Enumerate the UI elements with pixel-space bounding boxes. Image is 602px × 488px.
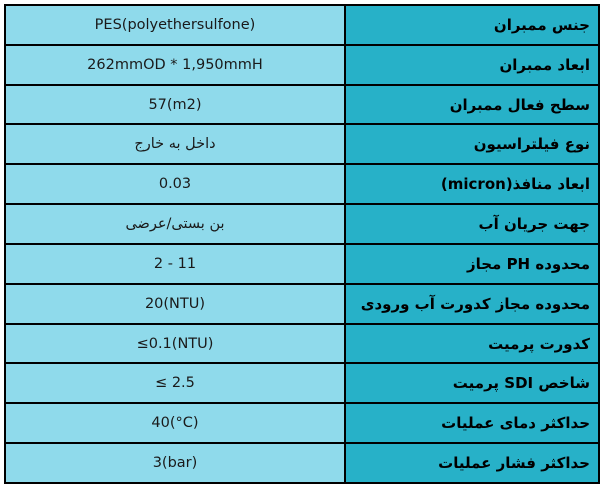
table-row [5, 324, 599, 364]
table-row [5, 124, 599, 164]
spec-value: 57(m2) [5, 85, 345, 125]
spec-label: سطح فعال ممبران [345, 85, 599, 125]
spec-label: کدورت پرمیت [345, 324, 599, 364]
spec-value: ≤ 2.5 [5, 363, 345, 403]
table-row [5, 45, 599, 85]
spec-value: 40(°C) [5, 403, 345, 443]
spec-label: جهت جریان آب [345, 204, 599, 244]
spec-value: بن بستی/عرضی [5, 204, 345, 244]
spec-label: نوع فیلتراسیون [345, 124, 599, 164]
table-row [5, 284, 599, 324]
spec-label: جنس ممبران [345, 5, 599, 45]
spec-value: PES(polyethersulfone) [5, 5, 345, 45]
spec-value: ≤0.1(NTU) [5, 324, 345, 364]
spec-label: محدوده PH مجاز [345, 244, 599, 284]
spec-value: 2 - 11 [5, 244, 345, 284]
spec-value: 20(NTU) [5, 284, 345, 324]
spec-value: 3(bar) [5, 443, 345, 483]
table-row [5, 85, 599, 125]
spec-label: حداکثر دمای عملیات [345, 403, 599, 443]
table-row [5, 403, 599, 443]
spec-label: ابعاد منافذ(micron) [345, 164, 599, 204]
spec-label: ابعاد ممبران [345, 45, 599, 85]
table-row [5, 363, 599, 403]
table-row [5, 204, 599, 244]
spec-table [4, 4, 600, 484]
spec-value: 262mmOD * 1,950mmH [5, 45, 345, 85]
table-row [5, 443, 599, 483]
spec-value: داخل به خارج [5, 124, 345, 164]
table-row [5, 244, 599, 284]
table-row [5, 5, 599, 45]
spec-value: 0.03 [5, 164, 345, 204]
spec-label: حداکثر فشار عملیات [345, 443, 599, 483]
spec-label: محدوده مجاز کدورت آب ورودی [345, 284, 599, 324]
spec-label: شاخص SDI پرمیت [345, 363, 599, 403]
table-row [5, 164, 599, 204]
